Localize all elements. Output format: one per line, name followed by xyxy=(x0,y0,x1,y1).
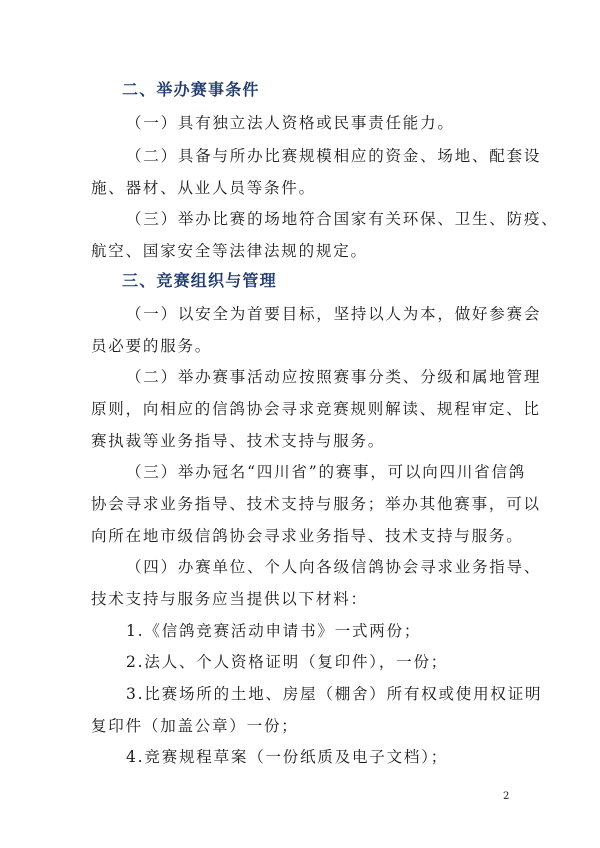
list-item: 3.比赛场所的土地、房屋（棚舍）所有权或使用权证明 xyxy=(126,685,543,703)
paragraph-line: 员必要的服务。 xyxy=(91,337,213,355)
paragraph-line: 原则，向相应的信鸽协会寻求竞赛规则解读、规程审定、比 xyxy=(91,400,541,418)
paragraph-line: （一）具有独立法人资格或民事责任能力。 xyxy=(126,114,455,132)
paragraph-line: （一）以安全为首要目标，坚持以人为本，做好参赛会 xyxy=(126,305,542,323)
paragraph-line: （三）举办比赛的场地符合国家有关环保、卫生、防疫、 xyxy=(126,210,559,228)
paragraph-line: 施、器材、从业人员等条件。 xyxy=(91,179,316,197)
paragraph-line: 技术支持与服务应当提供以下材料： xyxy=(91,590,368,608)
page-number: 2 xyxy=(503,791,510,802)
paragraph-line: 航空、国家安全等法律法规的规定。 xyxy=(91,242,368,260)
list-item: 4.竞赛规程草案（一份纸质及电子文档）； xyxy=(126,748,449,766)
paragraph-line: （四）办赛单位、个人向各级信鸽协会寻求业务指导、 xyxy=(126,558,542,576)
section-heading-3: 三、竞赛组织与管理 xyxy=(122,271,277,290)
list-item: 1.《信鸽竞赛活动申请书》一式两份； xyxy=(126,622,422,640)
paragraph-line: （二）举办赛事活动应按照赛事分类、分级和属地管理 xyxy=(126,368,542,386)
list-item: 2.法人、个人资格证明（复印件），一份； xyxy=(126,653,449,671)
paragraph-line: 协会寻求业务指导、技术支持与服务；举办其他赛事，可以 xyxy=(91,495,541,513)
list-item-continuation: 复印件（加盖公章）一份； xyxy=(91,717,299,735)
paragraph-line: （二）具备与所办比赛规模相应的资金、场地、配套设 xyxy=(126,147,542,165)
paragraph-line: （三）举办冠名“四川省”的赛事，可以向四川省信鸽 xyxy=(126,463,527,481)
paragraph-line: 赛执裁等业务指导、技术支持与服务。 xyxy=(91,432,386,450)
section-heading-2: 二、举办赛事条件 xyxy=(122,80,260,99)
paragraph-line: 向所在地市级信鸽协会寻求业务指导、技术支持与服务。 xyxy=(91,527,524,545)
